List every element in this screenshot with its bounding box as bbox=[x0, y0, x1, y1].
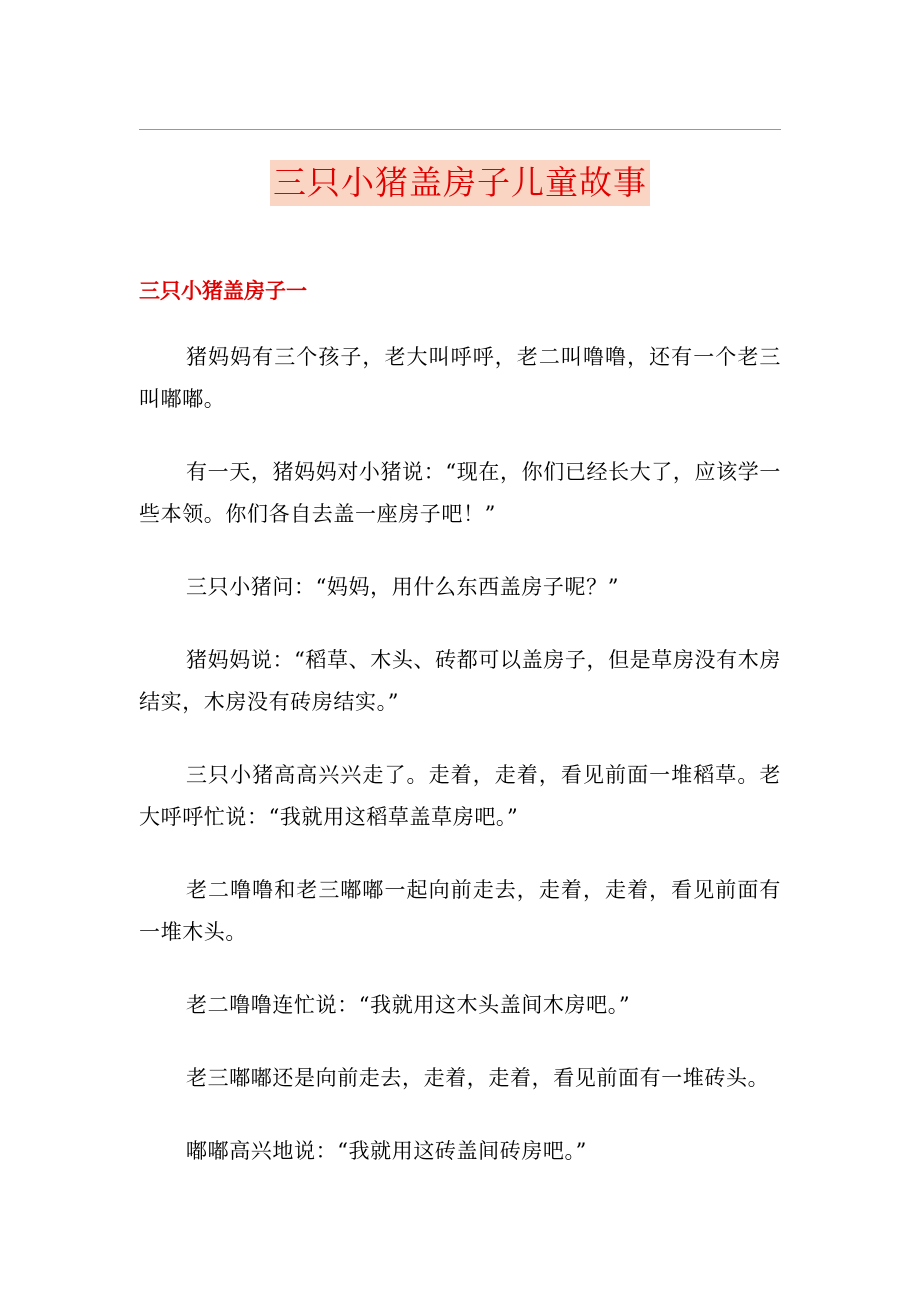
document-title: 三只小猪盖房子儿童故事 bbox=[270, 160, 650, 206]
paragraph-2: 有一天，猪妈妈对小猪说：“现在，你们已经长大了，应该学一些本领。你们各自去盖一座房子吧！” bbox=[139, 460, 781, 526]
paragraph-5: 三只小猪高高兴兴走了。走着，走着，看见前面一堆稻草。老大呼呼忙说：“我就用这稻草盖草房吧。” bbox=[139, 763, 781, 829]
section-heading: 三只小猪盖房子一 bbox=[139, 278, 307, 303]
title-container bbox=[0, 160, 920, 206]
paragraph-4: 猪妈妈说：“稻草、木头、砖都可以盖房子，但是草房没有木房结实，木房没有砖房结实。” bbox=[139, 648, 781, 714]
paragraph-7: 老二噜噜连忙说：“我就用这木头盖间木房吧。” bbox=[186, 993, 631, 1017]
paragraph-6: 老二噜噜和老三嘟嘟一起向前走去，走着，走着，看见前面有一堆木头。 bbox=[139, 878, 781, 944]
paragraph-1: 猪妈妈有三个孩子，老大叫呼呼，老二叫噜噜，还有一个老三叫嘟嘟。 bbox=[139, 345, 781, 411]
paragraph-8: 老三嘟嘟还是向前走去，走着，走着，看见前面有一堆砖头。 bbox=[186, 1066, 770, 1090]
header-rule bbox=[139, 129, 781, 130]
story-body bbox=[139, 336, 781, 1203]
paragraph-3: 三只小猪问：“妈妈，用什么东西盖房子呢？” bbox=[186, 575, 620, 599]
paragraph-9: 嘟嘟高兴地说：“我就用这砖盖间砖房吧。” bbox=[186, 1139, 587, 1163]
